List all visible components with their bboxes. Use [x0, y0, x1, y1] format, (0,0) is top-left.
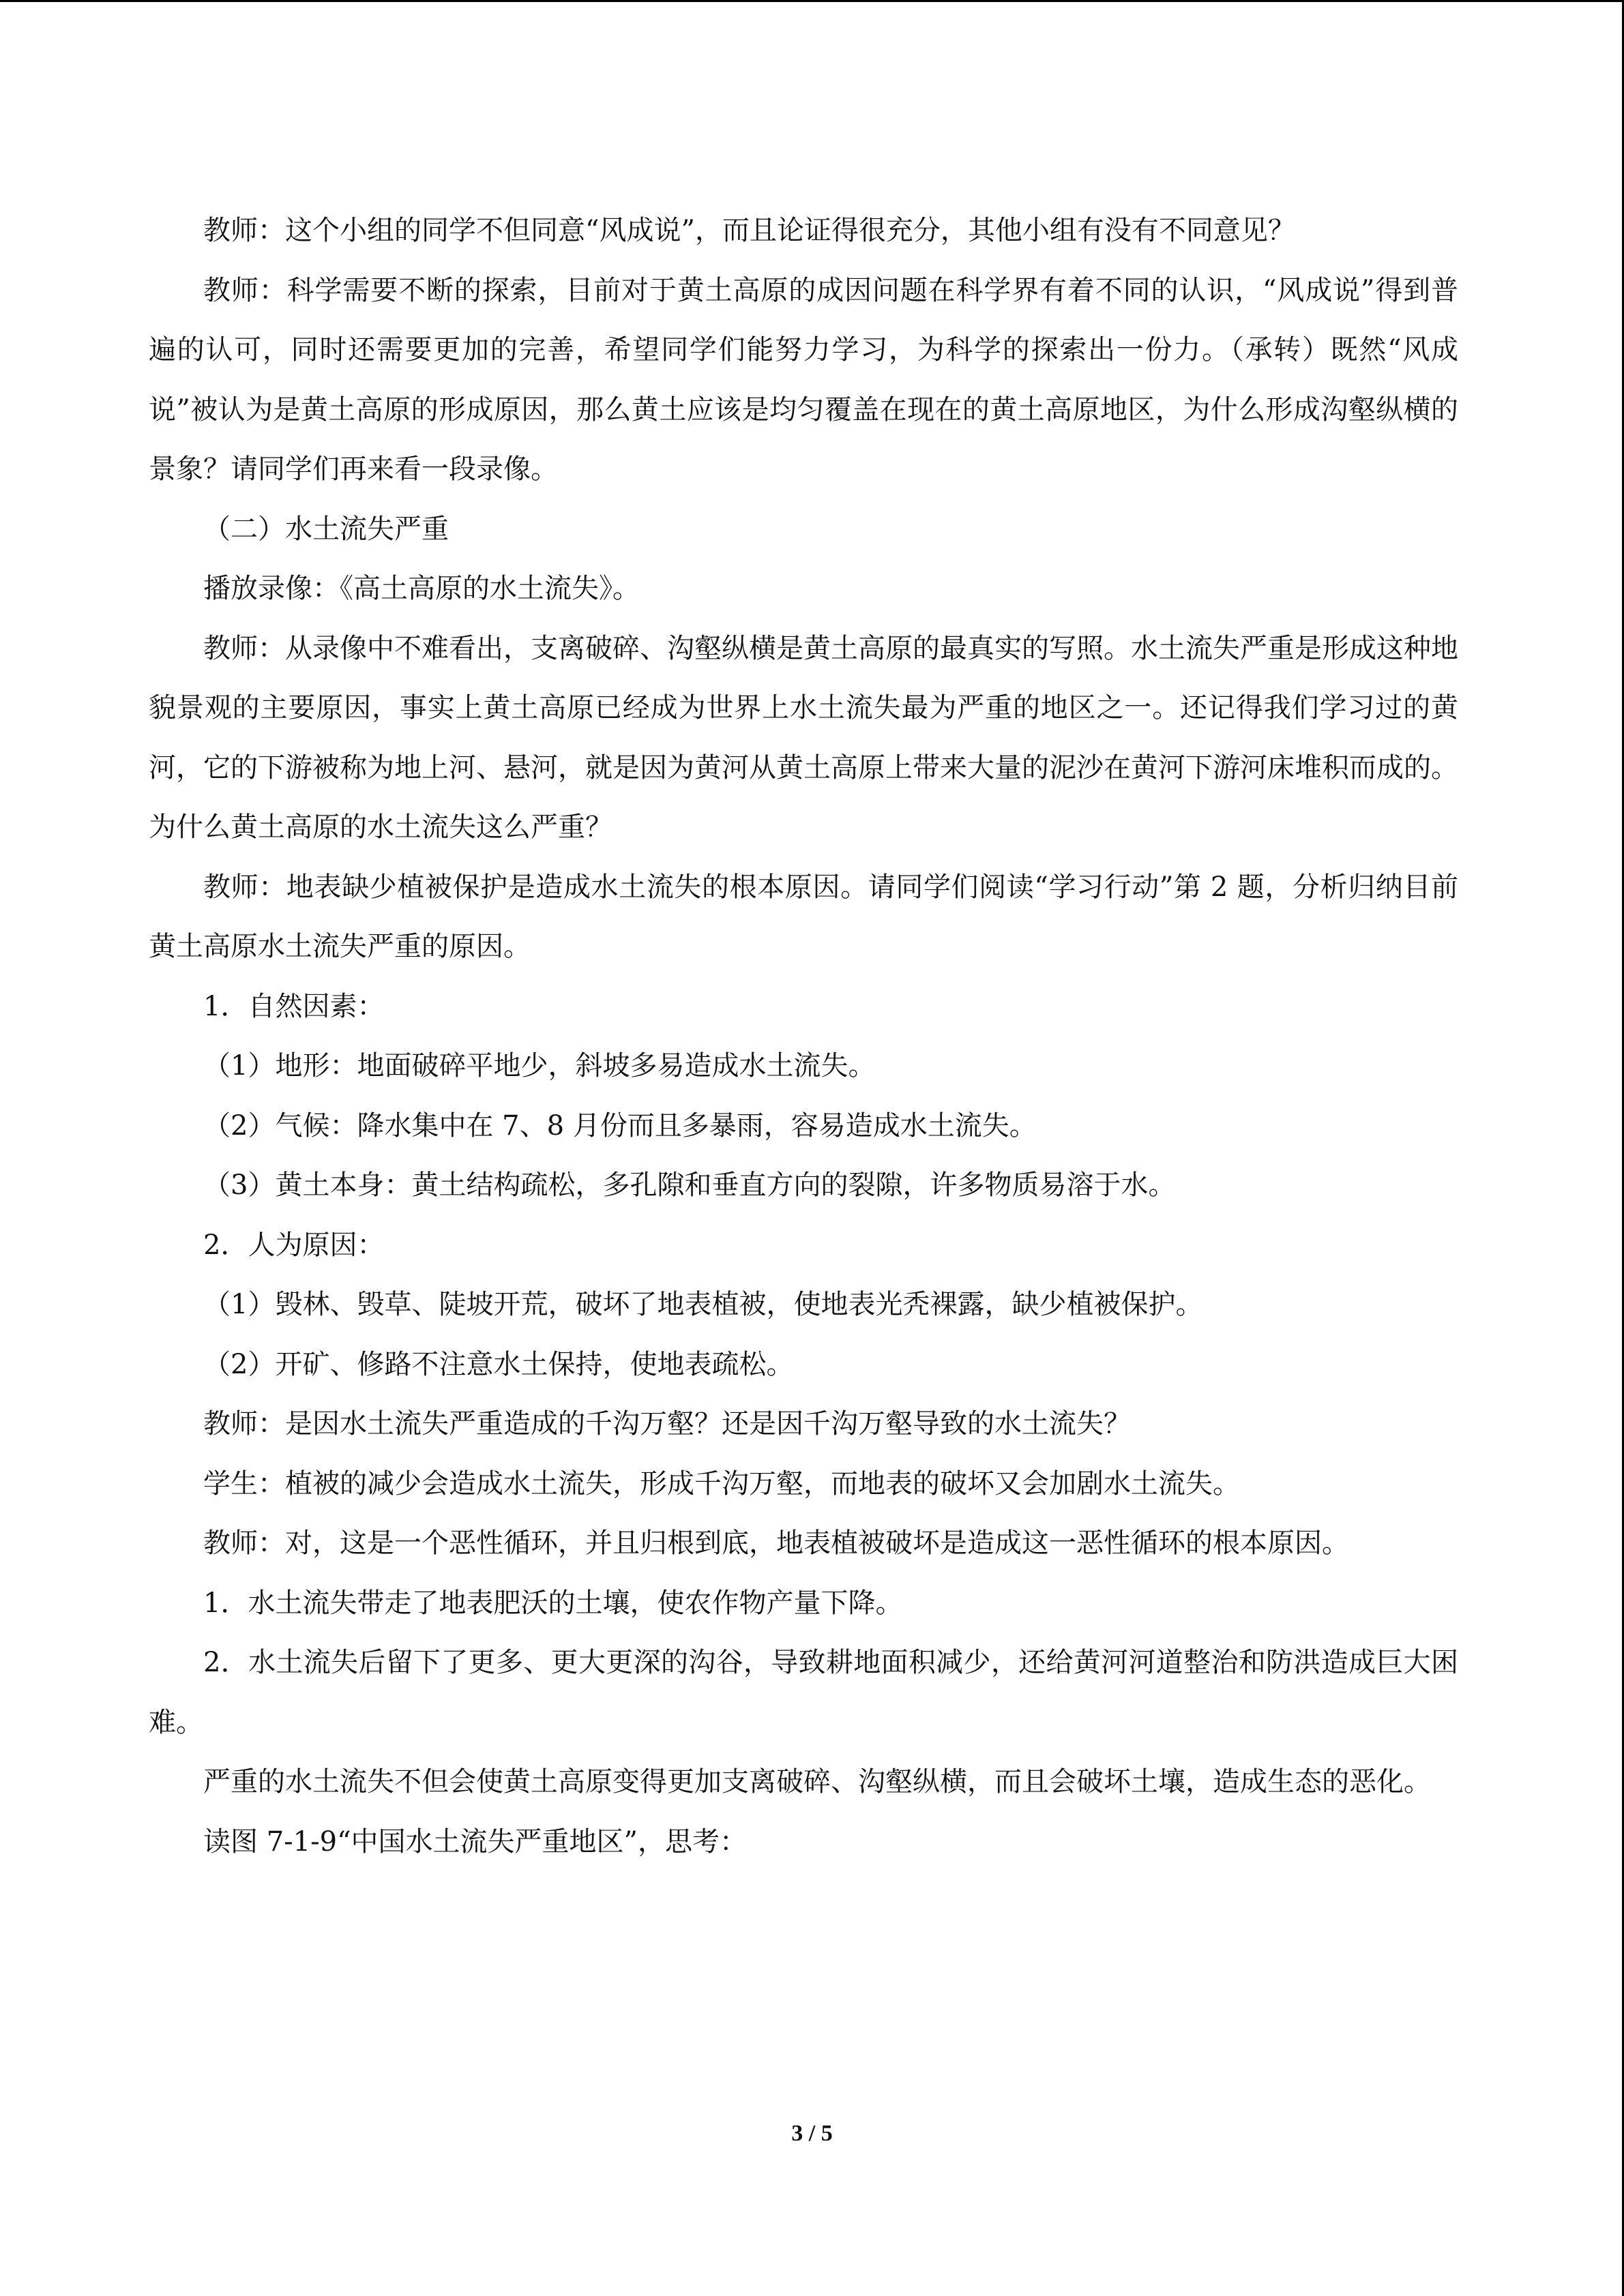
paragraph-play-video: 播放录像：《高土高原的水土流失》。 [203, 573, 640, 604]
paragraph-teacher-video-analysis: 教师：从录像中不难看出，支离破碎、沟壑纵横是黄土高原的最真实的写照。水土流失严重是形成这种地貌景观的主要原因，事实上黄土高原已经成为世界上水土流失最为严重的地区之一。还记得我们学习过的黄河，它的下游被称为地上河、悬河，就是因为黄河从黄土高原上带来大量的泥沙在黄河下游河床堆积而成的。为什么黄土高原的水土流失这么严重？ [149, 632, 1458, 843]
paragraph-teacher-science-exploration: 教师：科学需要不断的探索，目前对于黄土高原的成因问题在科学界有着不同的认识，“风成说”得到普遍的认可，同时还需要更加的完善，希望同学们能努力学习，为科学的探索出一份力。（承转）既然“风成说”被认为是黄土高原的形成原因，那么黄土应该是均匀覆盖在现在的黄土高原地区，为什么形成沟壑纵横的景象？请同学们再来看一段录像。 [149, 274, 1458, 485]
list-item-soil-fertility-loss: 1．水土流失带走了地表肥沃的土壤，使农作物产量下降。 [203, 1587, 903, 1619]
list-item-gully-expansion: 2．水土流失后留下了更多、更大更深的沟谷，导致耕地面积减少，还给黄河河道整治和防洪造成巨大困难。 [149, 1647, 1458, 1738]
section-heading-soil-erosion: （二）水土流失严重 [203, 513, 449, 545]
list-item-loess-itself: （3）黄土本身：黄土结构疏松，多孔隙和垂直方向的裂隙，许多物质易溶于水。 [203, 1169, 1176, 1201]
document-body [149, 201, 1458, 1872]
list-heading-human-causes: 2．人为原因： [203, 1229, 385, 1261]
list-heading-natural-factors: 1．自然因素： [203, 990, 385, 1022]
paragraph-ecological-deterioration: 严重的水土流失不但会使黄土高原变得更加支离破碎、沟壑纵横，而且会破坏土壤，造成生态的恶化。 [203, 1766, 1431, 1798]
list-item-mining-roads: （2）开矿、修路不注意水土保持，使地表疏松。 [203, 1348, 794, 1380]
page-number: 3 / 5 [791, 2121, 833, 2146]
list-item-deforestation: （1）毁林、毁草、陡坡开荒，破坏了地表植被，使地表光秃裸露，缺少植被保护。 [203, 1289, 1203, 1320]
paragraph-teacher-vegetation-cause: 教师：地表缺少植被保护是造成水土流失的根本原因。请同学们阅读“学习行动”第 2 题，分析归纳目前黄土高原水土流失严重的原因。 [149, 871, 1458, 962]
paragraph-teacher-group-opinion: 教师：这个小组的同学不但同意“风成说”，而且论证得很充分，其他小组有没有不同意见？ [203, 215, 1295, 246]
page-top-border [0, 0, 1624, 2]
list-item-climate: （2）气候：降水集中在 7、8 月份而且多暴雨，容易造成水土流失。 [203, 1109, 1037, 1142]
paragraph-read-figure: 读图 7-1-9“中国水土流失严重地区”，思考： [203, 1825, 747, 1858]
paragraph-teacher-vicious-cycle: 教师：对，这是一个恶性循环，并且归根到底，地表植被破坏是造成这一恶性循环的根本原因。 [203, 1527, 1349, 1559]
list-item-terrain: （1）地形：地面破碎平地少，斜坡多易造成水土流失。 [203, 1050, 876, 1082]
paragraph-teacher-question: 教师：是因水土流失严重造成的千沟万壑？还是因千沟万壑导致的水土流失？ [203, 1408, 1131, 1440]
paragraph-student-answer: 学生：植被的减少会造成水土流失，形成千沟万壑，而地表的破坏又会加剧水土流失。 [203, 1467, 1240, 1500]
